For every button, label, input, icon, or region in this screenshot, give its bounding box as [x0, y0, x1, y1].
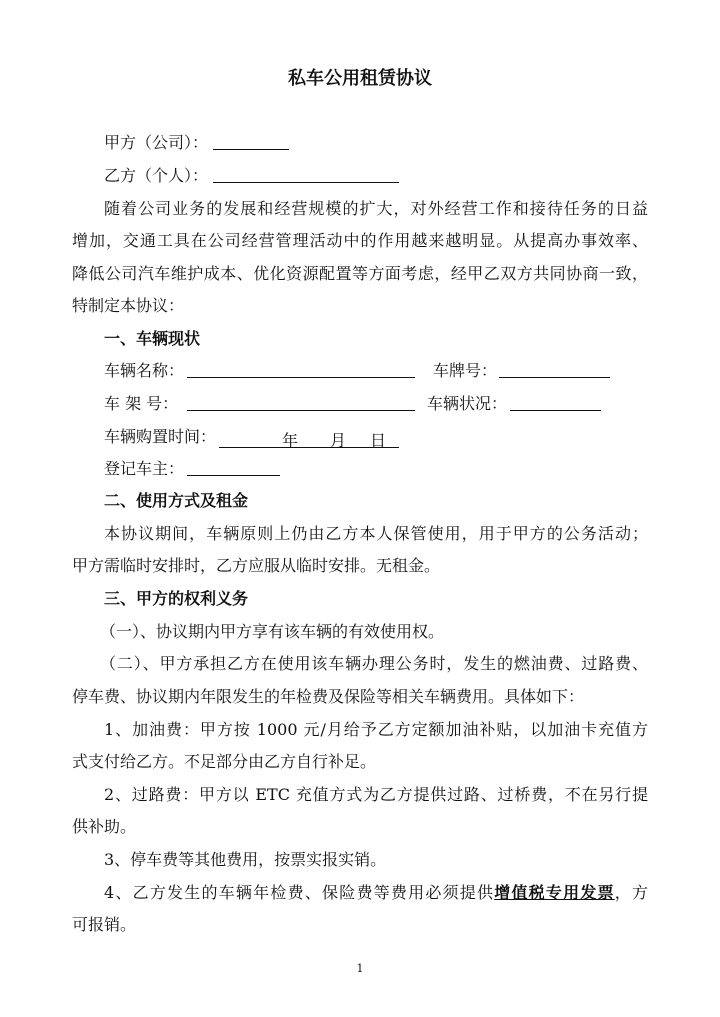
owner-blank[interactable]: [187, 457, 280, 476]
intro-line: 降低公司汽车维护成本、优化资源配置等方面考虑，经甲乙双方共同协商一致，: [72, 264, 648, 283]
frame-blank[interactable]: [187, 392, 415, 411]
section-heading: 一、车辆现状: [104, 329, 201, 348]
vehicle-name-label: 车辆名称：: [104, 361, 185, 380]
clause-1: （一）、协议期内甲方享有该车辆的有效使用权。: [100, 622, 445, 641]
party-b-blank[interactable]: [213, 164, 399, 183]
toll-clause: 2、过路费：甲方以 ETC 充值方式为乙方提供过路、过桥费，不在另行提: [104, 785, 648, 804]
document-title: 私车公用租赁协议: [288, 68, 432, 89]
party-a-blank[interactable]: [213, 131, 289, 150]
plate-blank[interactable]: [499, 359, 610, 378]
section2-line: 本协议期间，车辆原则上仍由乙方本人保管使用，用于甲方的公务活动；: [104, 524, 648, 543]
day-label: 日: [370, 431, 387, 450]
inspection-clause: [104, 883, 648, 903]
condition-label: 车辆状况：: [427, 394, 508, 413]
condition-blank[interactable]: [510, 392, 601, 411]
plate-label: 车牌号：: [433, 361, 498, 380]
frame-label: 车 架 号：: [104, 394, 179, 413]
party-a-label: 甲方（公司）：: [104, 133, 209, 152]
intro-line: 增加，交通工具在公司经营管理活动中的作用越来越明显。从提高办事效率、: [72, 231, 648, 250]
intro-line: 特制定本协议：: [72, 296, 185, 315]
inspection-text: 4、乙方发生的车辆年检费、保险费等费用必须提供: [104, 883, 495, 902]
parking-clause: 3、停车费等其他费用，按票实报实销。: [104, 850, 387, 869]
purchase-label: 车辆购置时间：: [104, 427, 217, 446]
page-number: 1: [356, 962, 364, 975]
clause-2: 停车费、协议期内年限发生的年检费及保险等相关车辆费用。具体如下：: [72, 687, 585, 706]
section-heading: 三、甲方的权利义务: [104, 589, 249, 608]
vehicle-name-blank[interactable]: [187, 359, 415, 378]
inspection-text: ，方: [614, 883, 648, 902]
fuel-clause: 式支付给乙方。不足部分由乙方自行补足。: [72, 752, 377, 771]
purchase-date-field[interactable]: [219, 428, 399, 448]
clause-2: （二）、甲方承担乙方在使用该车辆办理公务时，发生的燃油费、过路费、: [100, 654, 648, 673]
toll-clause: 供补助。: [72, 817, 137, 836]
fuel-clause: 1、加油费：甲方按 1000 元/月给予乙方定额加油补贴，以加油卡充值方: [104, 720, 648, 739]
inspection-clause: 可报销。: [72, 915, 137, 934]
intro-line: 随着公司业务的发展和经营规模的扩大，对外经营工作和接待任务的日益: [104, 199, 648, 218]
vat-invoice-emphasis: 增值税专用发票: [494, 883, 615, 902]
year-label: 年: [282, 431, 299, 450]
party-b-label: 乙方（个人）：: [104, 166, 209, 185]
month-label: 月: [330, 431, 347, 450]
section2-line: 甲方需临时安排时，乙方应服从临时安排。无租金。: [72, 556, 441, 575]
owner-label: 登记车主：: [104, 459, 185, 478]
section-heading: 二、使用方式及租金: [104, 491, 249, 510]
